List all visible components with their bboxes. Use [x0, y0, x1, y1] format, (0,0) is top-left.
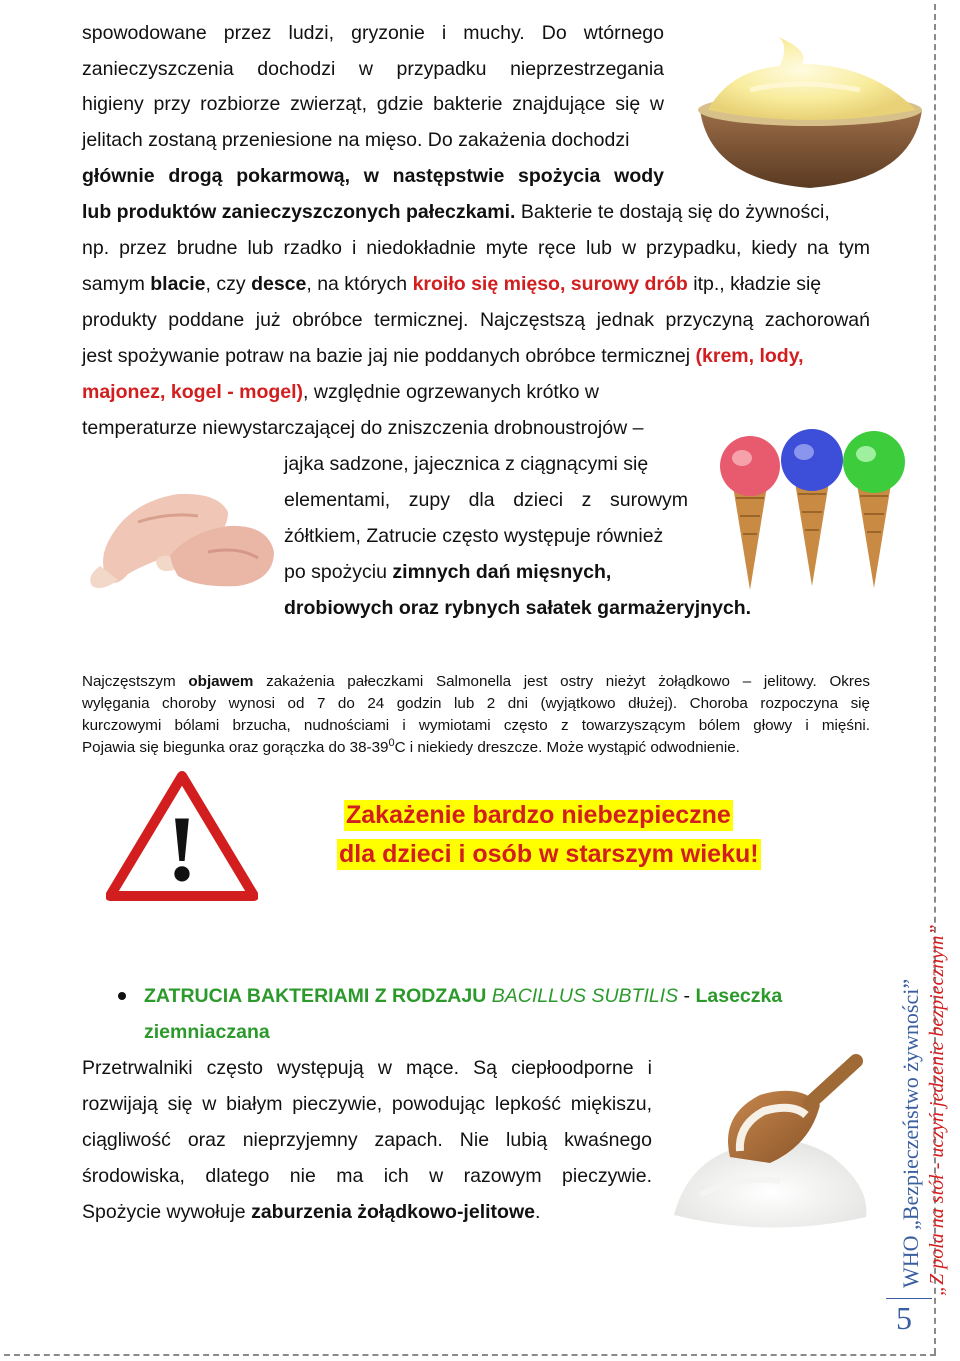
text-span: - — [678, 985, 696, 1007]
italic-species-name: BACILLUS SUBTILIS — [491, 985, 679, 1007]
text-span: . — [534, 1201, 541, 1223]
bold-span-symptoms: zaburzenia żołądkowo-jelitowe — [251, 1201, 535, 1223]
intro-line-14: elementami, zupy dla dzieci z surowym — [284, 489, 688, 511]
intro-line-5: głównie drogą pokarmową, w następstwie spożycia wody — [82, 165, 664, 187]
intro-line-17: drobiowych oraz rybnych sałatek garmażeryjnych. — [284, 597, 752, 619]
bacillus-line-5 — [82, 1200, 540, 1224]
mayonnaise-bowl-image — [690, 30, 930, 190]
bold-span-cold-meat: zimnych dań mięsnych, — [392, 561, 612, 583]
ice-cream-green — [843, 431, 905, 588]
warning-triangle-icon — [106, 770, 258, 902]
text-span: Najczęstszym — [82, 673, 189, 690]
symptoms-line-1 — [82, 672, 870, 692]
sidebar-title-campaign: „Z pola na stół - uczyń jedzenie bezpiecznym” — [926, 924, 948, 1296]
intro-line-6-bold: lub produktów zanieczyszczonych pałeczkami. — [82, 201, 516, 223]
bold-span-blacie: blacie — [150, 273, 206, 295]
bacillus-heading-line-2: ziemniaczana — [144, 1021, 270, 1043]
bacillus-line-3: ciągliwość oraz nieprzyjemny zapach. Nie lubią kwaśnego — [82, 1129, 652, 1151]
text-span: jest spożywanie potraw na bazie jaj nie poddanych obróbce termicznej — [82, 345, 696, 367]
intro-line-16 — [284, 560, 611, 584]
intro-line-4: jelitach zostaną przeniesione na mięso. Do zakażenia dochodzi — [82, 129, 630, 151]
intro-line-7: np. przez brudne lub rzadko i niedokładnie myte ręce lub w przypadku, kiedy na tym — [82, 237, 870, 259]
intro-line-6 — [82, 200, 830, 224]
flour-scoop-image — [660, 1045, 880, 1240]
sidebar-title-who: WHO „Bezpieczeństwo żywności” — [898, 978, 923, 1288]
text-span: zakażenia pałeczkami Salmonella jest ostry nieżyt żołądkowo – jelitowy. Okres — [253, 673, 871, 690]
bacillus-heading-line-1 — [144, 984, 782, 1008]
red-span-foods-2: majonez, kogel - mogel) — [82, 381, 304, 403]
text-span: ZATRUCIA BAKTERIAMI Z RODZAJU — [144, 985, 492, 1007]
intro-line-9: produkty poddane już obróbce termicznej. Najczęstszą jednak przyczyną zachorowań — [82, 309, 870, 331]
text-span: , na których — [306, 273, 413, 295]
symptoms-line-2: wylęgania choroby wynosi od 7 do 24 godzin lub 2 dni (wyjątkowo dłużej). Choroba rozpoczyna się — [82, 695, 870, 712]
warning-line-2: dla dzieci i osób w starszym wieku! — [339, 840, 759, 868]
bullet-point — [118, 992, 126, 1000]
text-span: Laseczka — [695, 985, 783, 1007]
red-span-foods: (krem, lody, — [695, 345, 804, 367]
ice-cream-red — [720, 436, 780, 590]
warning-sign-symbol: ! — [166, 797, 198, 901]
text-span: Pojawia się biegunka oraz gorączka do 38-39 — [82, 739, 389, 756]
intro-line-11 — [82, 380, 599, 404]
bacillus-line-2: rozwijają się w białym pieczywie, powodując lepkość miękiszu, — [82, 1093, 652, 1115]
degree-superscript: 0 — [388, 736, 395, 749]
text-span: Spożycie wywołuje — [82, 1201, 252, 1223]
bold-span-desce: desce — [251, 273, 307, 295]
intro-line-8 — [82, 272, 821, 296]
text-span: , względnie ogrzewanych krótko w — [303, 381, 599, 403]
intro-line-12: temperaturze niewystarczającej do zniszczenia drobnoustrojów – — [82, 417, 644, 439]
intro-line-2: zanieczyszczenia dochodzi w przypadku nieprzestrzegania — [82, 58, 664, 80]
warning-line-1: Zakażenie bardzo niebezpieczne — [346, 801, 731, 829]
intro-line-3: higieny przy rozbiorze zwierząt, gdzie bakterie znajdujące się w — [82, 93, 664, 115]
text-span: C i niekiedy dreszcze. Może wystąpić odwodnienie. — [394, 739, 740, 756]
text-span: , kładzie się — [719, 273, 822, 295]
ice-cream-blue — [781, 429, 843, 586]
bold-span-objawem: objawem — [188, 673, 254, 690]
intro-line-13: jajka sadzone, jajecznica z ciągnącymi się — [284, 453, 649, 475]
page-number: 5 — [896, 1300, 912, 1336]
text-span: , czy — [205, 273, 252, 295]
symptoms-line-4 — [82, 738, 740, 758]
chicken-legs-image — [78, 462, 278, 602]
bacillus-line-1: Przetrwalniki często występują w mące. Są ciepłoodporne i — [82, 1057, 652, 1079]
page-number-rule — [886, 1298, 932, 1299]
intro-line-1: spowodowane przez ludzi, gryzonie i muchy. Do wtórnego — [82, 22, 664, 44]
red-span-raw-meat: kroiło się mięso, surowy drób — [412, 273, 688, 295]
symptoms-line-3: kurczowymi bólami brzucha, nudnościami i wymiotami często z towarzyszącym bólem głowy i mięśni. — [82, 717, 870, 734]
ice-cream-cones-image — [710, 418, 920, 608]
text-span: samym — [82, 273, 151, 295]
intro-line-6-rest: Bakterie te dostają się do żywności, — [515, 201, 830, 223]
page-border-bottom — [4, 1354, 936, 1356]
bacillus-line-4: środowiska, dlatego nie ma ich w razowym pieczywie. — [82, 1165, 652, 1187]
intro-line-15: żółtkiem, Zatrucie często występuje również — [284, 525, 664, 547]
text-span: po spożyciu — [284, 561, 393, 583]
intro-line-10 — [82, 344, 804, 368]
text-span: itp. — [687, 273, 720, 295]
